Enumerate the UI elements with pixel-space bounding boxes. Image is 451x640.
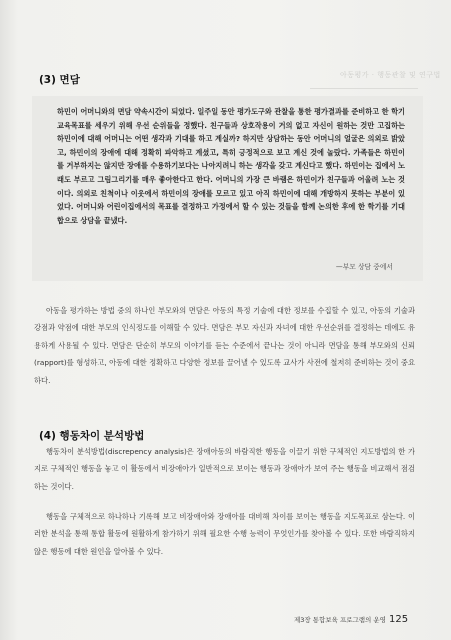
section-heading-interview: (3) 면담 [39,74,80,86]
section-heading-discrepancy: (4) 행동차이 분석방법 [39,430,145,442]
chapter-title: 제3장 통합보육 프로그램의 운영 [294,616,386,624]
page-number: 125 [388,614,409,625]
body-paragraph: 행동차이 분석방법(discrepency analysis)은 장애아동의 바람직한 행동을 이끌기 위한 구체적인 지도방법의 한 가지로 구체적인 행동을 놓고 이 활동에서 비장애아가 일반적으로 보이는 행동과 장애아가 보여 주는 행동을 비교해서 점검하는 것이다. [34,447,415,491]
case-box-text: 하민이 어머니와의 면담 약속시간이 되었다. 일주일 동안 평가도구와 관찰을 통한 평가결과를 준비하고 한 학기 교육목표를 세우기 위해 우선 순위들을 정했다. 친구들과 상호작용이 거의 없고 자신이 원하는 것만 고집하는 하민이에 대해 어머니는 어떤 생각과 기대를 하고 계실까? 하지만 상담하는 동안 어머니의 얼굴은 의외로 밝았고, 하민이의 장애에 대해 정확히 파악하고 계셨고, 특히 긍정적으로 보고 계신 것에 놀랐다. 가족들은 하민이를 거부하지는 않지만 장애를 수용하기보다는 나아지려니 하는 생각을 갖고 계신다고 했다. 하민이는 집에서 노래도 부르고 그림그리기를 매우 좋아한다고 한다. 어머니의 가장 큰 바램은 하민이가 친구들과 어울려 노는 것이다. 의외로 친척이나 이웃에서 하민이의 장애를 모르고 있고 아직 하민이에 대해 개방하지 못하는 부분이 있었다. 어머니와 어린이집에서의 목표를 결정하고 가정에서 할 수 있는 것들을 함께 논의한 후에 한 학기를 기대합으로 상담을 끝냈다. [57,107,405,225]
bleed-through-text: 아동평가 · 행동관찰 및 연구법 [340,71,441,79]
page-footer [294,614,408,625]
body-paragraph: 행동을 구체적으로 하나하나 기록해 보고 비장애아와 장애아를 대비해 차이를 보이는 행동을 지도목표로 삼는다. 이러한 분석을 통해 통합 활동에 원활하게 참가하기 위해 필요한 수행 능력이 무엇인가를 찾아볼 수 있다. 또한 바람직하지 않은 행동에 대한 원인을 알아볼 수 있다. [34,512,415,556]
bleed-through-line [310,88,418,89]
case-box-source: —부모 상담 중에서 [335,263,393,271]
body-paragraph: 아동을 평가하는 방법 중의 하나인 부모와의 면담은 아동의 특정 기술에 대한 정보를 수집할 수 있고, 아동의 기술과 강점과 약점에 대한 부모의 인식정도를 이해할 수 있다. 면담은 부모 자신과 자녀에 대한 우선순위를 결정하는 데에도 유용하게 사용될 수 있다. 면담은 단순히 부모의 이야기를 듣는 수준에서 끝나는 것이 아니라 면담을 통해 부모와의 신뢰(rapport)를 형성하고, 아동에 대한 정확하고 다양한 정보를 끌어낼 수 있도록 교사가 사전에 철저히 준비하는 것이 중요하다. [34,306,415,385]
